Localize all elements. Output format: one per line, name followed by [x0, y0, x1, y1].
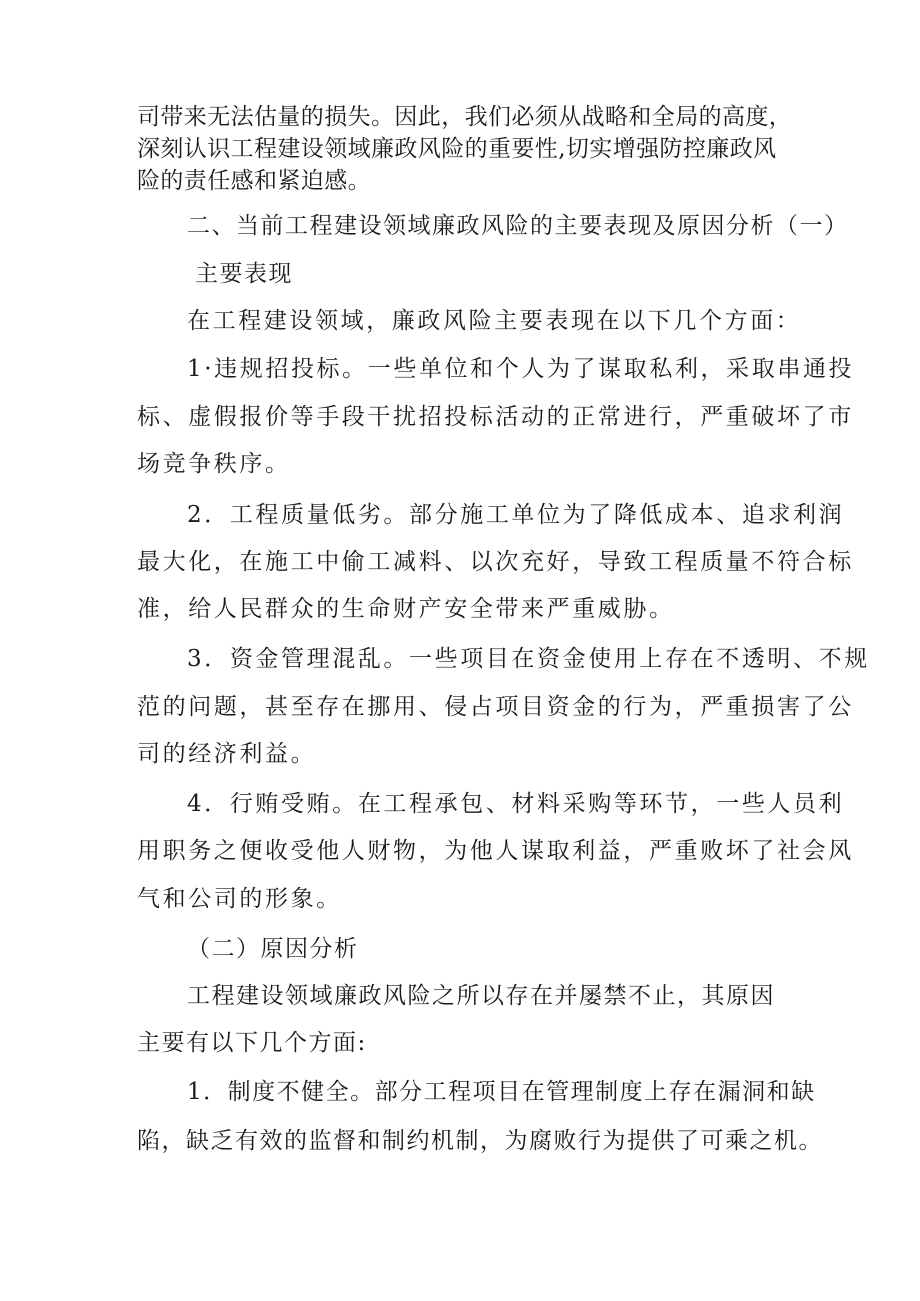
list-item-line: 准，给人民群众的生命财产安全带来严重威胁。	[137, 596, 675, 622]
body-text-line: 在工程建设领域，廉政风险主要表现在以下几个方面：	[187, 308, 802, 334]
list-item-line: 司的经济利益。	[137, 741, 317, 767]
list-item-line: 陷，缺乏有效的监督和制约机制，为腐败行为提供了可乘之机。	[137, 1128, 823, 1154]
body-text-line: 深刻认识工程建设领域廉政风险的重要性,切实增强防控廉政风	[137, 136, 777, 162]
list-item-line: 范的问题，甚至存在挪用、侵占项目资金的行为，严重损害了公	[137, 694, 854, 720]
list-item-line: 用职务之便收受他人财物，为他人谋取利益，严重败坏了社会风	[137, 838, 854, 864]
list-item-line: 最大化，在施工中偷工减料、以次充好，导致工程质量不符合标	[137, 549, 854, 575]
list-item-line: 标、虚假报价等手段干扰招投标活动的正常进行，严重破坏了市	[137, 404, 854, 430]
list-item-line: 1．制度不健全。部分工程项目在管理制度上存在漏洞和缺	[187, 1079, 816, 1105]
body-text-line: 司带来无法估量的损失。因此，我们必须从战略和全局的高度，	[137, 104, 793, 130]
section-heading: 二、当前工程建设领域廉政风险的主要表现及原因分析（一）	[187, 213, 849, 239]
list-item-line: 4．行贿受贿。在工程承包、材料采购等环节，一些人员利	[187, 791, 845, 817]
body-text-line: 险的责任感和紧迫感。	[137, 168, 371, 194]
body-text-line: 主要有以下几个方面:	[137, 1030, 367, 1056]
list-item-line: 气和公司的形象。	[137, 886, 342, 912]
list-item-line: 2．工程质量低劣。部分施工单位为了降低成本、追求利润	[187, 502, 845, 528]
list-item-line: 3．资金管理混乱。一些项目在资金使用上存在不透明、不规	[187, 646, 870, 672]
list-item-line: 场竞争秩序。	[137, 451, 291, 477]
body-text-line: 工程建设领域廉政风险之所以存在并屡禁不止，其原因	[187, 983, 775, 1009]
list-item-line: 1·违规招投标。一些单位和个人为了谋取私利，采取串通投	[187, 356, 855, 382]
subsection-heading: 主要表现	[195, 261, 293, 287]
subsection-heading: （二）原因分析	[187, 936, 359, 962]
